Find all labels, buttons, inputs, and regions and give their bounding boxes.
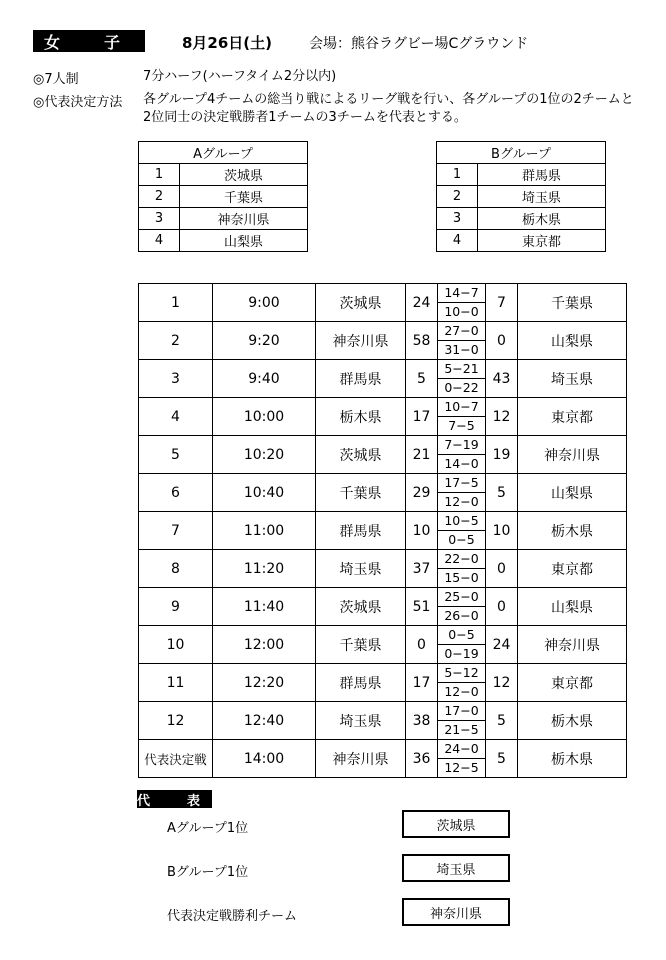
second-half-score: 0−5 bbox=[448, 531, 475, 547]
score-b: 0 bbox=[486, 588, 518, 626]
match-row bbox=[139, 512, 627, 550]
score-a: 10 bbox=[406, 512, 438, 550]
score-b: 12 bbox=[486, 664, 518, 702]
second-half-score: 21−5 bbox=[444, 721, 479, 737]
kickoff-time: 10:20 bbox=[213, 436, 316, 474]
half-scores bbox=[438, 550, 486, 588]
second-half-score: 31−0 bbox=[444, 341, 479, 357]
score-a: 58 bbox=[406, 322, 438, 360]
half-scores bbox=[438, 702, 486, 740]
half-scores bbox=[438, 360, 486, 398]
kickoff-time: 10:00 bbox=[213, 398, 316, 436]
score-a: 0 bbox=[406, 626, 438, 664]
second-half-score: 0−19 bbox=[444, 645, 479, 661]
selection-text: 各グループ4チームの総当り戦によるリーグ戦を行い、各グループの1位の2チームと 2位同士の決定戦勝者1チームの3チームを代表とする。 bbox=[143, 92, 634, 125]
match-no: 代表決定戦 bbox=[139, 740, 213, 778]
score-b: 0 bbox=[486, 322, 518, 360]
kickoff-time: 11:00 bbox=[213, 512, 316, 550]
score-a: 17 bbox=[406, 664, 438, 702]
match-row bbox=[139, 740, 627, 778]
match-no: 5 bbox=[139, 436, 213, 474]
kickoff-time: 9:00 bbox=[213, 284, 316, 322]
match-row bbox=[139, 664, 627, 702]
match-row bbox=[139, 626, 627, 664]
team-a: 群馬県 bbox=[316, 512, 406, 550]
first-half-score: 5−12 bbox=[438, 664, 485, 683]
first-half-score: 17−5 bbox=[438, 474, 485, 493]
team-a: 神奈川県 bbox=[316, 322, 406, 360]
team-a: 埼玉県 bbox=[316, 550, 406, 588]
first-half-score: 0−5 bbox=[438, 626, 485, 645]
match-no: 11 bbox=[139, 664, 213, 702]
format-text: 7分ハーフ(ハーフタイム2分以内) bbox=[143, 69, 337, 84]
group-b-title: Bグループ bbox=[437, 142, 606, 164]
table-row: 4 東京都 bbox=[437, 230, 606, 252]
match-no: 12 bbox=[139, 702, 213, 740]
first-half-score: 25−0 bbox=[438, 588, 485, 607]
team-b: 東京都 bbox=[518, 398, 627, 436]
rep-label-a: Aグループ1位 bbox=[167, 821, 249, 836]
team-b: 千葉県 bbox=[518, 284, 627, 322]
score-b: 5 bbox=[486, 474, 518, 512]
match-schedule-table bbox=[138, 283, 627, 778]
match-no: 6 bbox=[139, 474, 213, 512]
category-title: 女 子 bbox=[33, 30, 145, 52]
table-row: 1 茨城県 bbox=[139, 164, 308, 186]
score-b: 0 bbox=[486, 550, 518, 588]
match-row bbox=[139, 588, 627, 626]
group-b-table bbox=[436, 141, 606, 252]
score-a: 5 bbox=[406, 360, 438, 398]
score-a: 21 bbox=[406, 436, 438, 474]
first-half-score: 10−7 bbox=[438, 398, 485, 417]
second-half-score: 15−0 bbox=[444, 569, 479, 585]
half-scores bbox=[438, 322, 486, 360]
first-half-score: 24−0 bbox=[438, 740, 485, 759]
team-b: 神奈川県 bbox=[518, 436, 627, 474]
score-a: 29 bbox=[406, 474, 438, 512]
team-a: 茨城県 bbox=[316, 588, 406, 626]
first-half-score: 5−21 bbox=[438, 360, 485, 379]
team-a: 神奈川県 bbox=[316, 740, 406, 778]
team-b: 栃木県 bbox=[518, 702, 627, 740]
table-row: 1 群馬県 bbox=[437, 164, 606, 186]
table-row: 2 埼玉県 bbox=[437, 186, 606, 208]
match-date: 8月26日(土) bbox=[182, 34, 273, 52]
kickoff-time: 9:40 bbox=[213, 360, 316, 398]
match-no: 8 bbox=[139, 550, 213, 588]
kickoff-time: 9:20 bbox=[213, 322, 316, 360]
selection-label: ◎代表決定方法 bbox=[33, 95, 123, 110]
match-no: 10 bbox=[139, 626, 213, 664]
match-no: 3 bbox=[139, 360, 213, 398]
match-row bbox=[139, 284, 627, 322]
match-row bbox=[139, 360, 627, 398]
first-half-score: 10−5 bbox=[438, 512, 485, 531]
score-b: 5 bbox=[486, 740, 518, 778]
score-b: 43 bbox=[486, 360, 518, 398]
table-row: 2 千葉県 bbox=[139, 186, 308, 208]
first-half-score: 14−7 bbox=[438, 284, 485, 303]
half-scores bbox=[438, 664, 486, 702]
match-row bbox=[139, 474, 627, 512]
match-row bbox=[139, 322, 627, 360]
score-b: 10 bbox=[486, 512, 518, 550]
team-b: 東京都 bbox=[518, 664, 627, 702]
first-half-score: 27−0 bbox=[438, 322, 485, 341]
score-a: 36 bbox=[406, 740, 438, 778]
score-a: 24 bbox=[406, 284, 438, 322]
table-row: 3 栃木県 bbox=[437, 208, 606, 230]
match-no: 1 bbox=[139, 284, 213, 322]
score-b: 24 bbox=[486, 626, 518, 664]
match-row bbox=[139, 398, 627, 436]
second-half-score: 26−0 bbox=[444, 607, 479, 623]
match-no: 2 bbox=[139, 322, 213, 360]
team-a: 茨城県 bbox=[316, 436, 406, 474]
match-row bbox=[139, 550, 627, 588]
first-half-score: 17−0 bbox=[438, 702, 485, 721]
match-no: 7 bbox=[139, 512, 213, 550]
kickoff-time: 11:40 bbox=[213, 588, 316, 626]
table-row: 3 神奈川県 bbox=[139, 208, 308, 230]
kickoff-time: 12:00 bbox=[213, 626, 316, 664]
team-b: 栃木県 bbox=[518, 512, 627, 550]
first-half-score: 22−0 bbox=[438, 550, 485, 569]
score-a: 51 bbox=[406, 588, 438, 626]
score-b: 19 bbox=[486, 436, 518, 474]
match-row bbox=[139, 436, 627, 474]
first-half-score: 7−19 bbox=[438, 436, 485, 455]
rep-team-b: 埼玉県 bbox=[402, 854, 510, 882]
team-b: 栃木県 bbox=[518, 740, 627, 778]
score-a: 17 bbox=[406, 398, 438, 436]
second-half-score: 14−0 bbox=[444, 455, 479, 471]
team-b: 神奈川県 bbox=[518, 626, 627, 664]
score-a: 38 bbox=[406, 702, 438, 740]
second-half-score: 10−0 bbox=[444, 303, 479, 319]
kickoff-time: 10:40 bbox=[213, 474, 316, 512]
team-a: 埼玉県 bbox=[316, 702, 406, 740]
venue: 会場：熊谷ラグビー場Cグラウンド bbox=[309, 36, 529, 52]
score-b: 5 bbox=[486, 702, 518, 740]
team-a: 群馬県 bbox=[316, 360, 406, 398]
match-no: 4 bbox=[139, 398, 213, 436]
second-half-score: 0−22 bbox=[444, 379, 479, 395]
team-b: 山梨県 bbox=[518, 474, 627, 512]
rep-team-final: 神奈川県 bbox=[402, 898, 510, 926]
half-scores bbox=[438, 474, 486, 512]
team-b: 山梨県 bbox=[518, 588, 627, 626]
team-b: 山梨県 bbox=[518, 322, 627, 360]
half-scores bbox=[438, 398, 486, 436]
team-a: 群馬県 bbox=[316, 664, 406, 702]
rep-label-final: 代表決定戦勝利チーム bbox=[167, 909, 298, 924]
half-scores bbox=[438, 588, 486, 626]
kickoff-time: 12:40 bbox=[213, 702, 316, 740]
kickoff-time: 11:20 bbox=[213, 550, 316, 588]
team-a: 茨城県 bbox=[316, 284, 406, 322]
second-half-score: 12−5 bbox=[444, 759, 479, 775]
team-b: 埼玉県 bbox=[518, 360, 627, 398]
half-scores bbox=[438, 626, 486, 664]
score-b: 12 bbox=[486, 398, 518, 436]
team-a: 栃木県 bbox=[316, 398, 406, 436]
group-a-title: Aグループ bbox=[139, 142, 308, 164]
second-half-score: 7−5 bbox=[448, 417, 475, 433]
table-row: 4 山梨県 bbox=[139, 230, 308, 252]
match-no: 9 bbox=[139, 588, 213, 626]
rep-team-a: 茨城県 bbox=[402, 810, 510, 838]
half-scores bbox=[438, 512, 486, 550]
team-a: 千葉県 bbox=[316, 626, 406, 664]
score-a: 37 bbox=[406, 550, 438, 588]
group-a-table bbox=[138, 141, 308, 252]
second-half-score: 12−0 bbox=[444, 683, 479, 699]
kickoff-time: 14:00 bbox=[213, 740, 316, 778]
match-row bbox=[139, 702, 627, 740]
team-a: 千葉県 bbox=[316, 474, 406, 512]
rep-label-b: Bグループ1位 bbox=[167, 865, 249, 880]
score-b: 7 bbox=[486, 284, 518, 322]
half-scores bbox=[438, 284, 486, 322]
team-b: 東京都 bbox=[518, 550, 627, 588]
format-label: ◎7人制 bbox=[33, 72, 79, 87]
half-scores bbox=[438, 740, 486, 778]
kickoff-time: 12:20 bbox=[213, 664, 316, 702]
representatives-label: 代 表 bbox=[137, 790, 212, 808]
half-scores bbox=[438, 436, 486, 474]
second-half-score: 12−0 bbox=[444, 493, 479, 509]
